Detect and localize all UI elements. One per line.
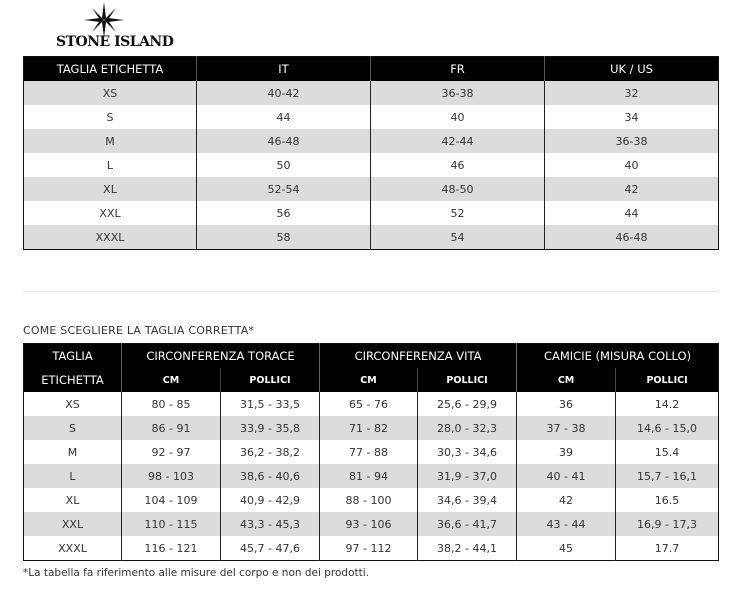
- footnote: *La tabella fa riferimento alle misure del corpo e non dei prodotti.: [23, 567, 370, 579]
- table-cell: 54: [371, 225, 545, 250]
- table-cell: 110 - 115: [122, 512, 221, 536]
- table-cell: 65 - 76: [320, 392, 418, 416]
- table-cell: 52-54: [197, 177, 371, 201]
- table-cell: 14.2: [616, 392, 719, 416]
- table-cell: 46-48: [545, 225, 719, 250]
- table-row: [24, 392, 719, 416]
- table-cell: XS: [24, 81, 197, 105]
- table-cell: 38,6 - 40,6: [221, 464, 320, 488]
- table-cell: 34,6 - 39,4: [418, 488, 517, 512]
- body-measurements-table: [23, 343, 719, 561]
- table-cell: 32: [545, 81, 719, 105]
- table-cell: 38,2 - 44,1: [418, 536, 517, 561]
- unit-header: CM: [122, 368, 221, 392]
- table-row: [24, 416, 719, 440]
- table-row: [24, 488, 719, 512]
- collar-header: CAMICIE (MISURA COLLO): [517, 344, 719, 369]
- table-cell: 16,9 - 17,3: [616, 512, 719, 536]
- table-cell: M: [24, 129, 197, 153]
- table-row: [24, 225, 719, 250]
- table-cell: 36,6 - 41,7: [418, 512, 517, 536]
- table-row: [24, 129, 719, 153]
- column-header: TAGLIA ETICHETTA: [24, 57, 197, 82]
- table-cell: 37 - 38: [517, 416, 616, 440]
- table-cell: 17.7: [616, 536, 719, 561]
- table-cell: 43,3 - 45,3: [221, 512, 320, 536]
- column-header: FR: [371, 57, 545, 82]
- table-cell: 58: [197, 225, 371, 250]
- table-cell: 45: [517, 536, 616, 561]
- table-row: [24, 536, 719, 561]
- table-cell: XL: [65, 493, 80, 507]
- table-cell: 42: [545, 177, 719, 201]
- column-header: IT: [197, 57, 371, 82]
- table-cell: 93 - 106: [320, 512, 418, 536]
- table-cell: 39: [517, 440, 616, 464]
- table-cell: 34: [545, 105, 719, 129]
- table-cell: 36-38: [545, 129, 719, 153]
- table-cell: 44: [545, 201, 719, 225]
- table-cell: 45,7 - 47,6: [221, 536, 320, 561]
- table-cell: 30,3 - 34,6: [418, 440, 517, 464]
- table-cell: 56: [197, 201, 371, 225]
- table-cell: 40: [545, 153, 719, 177]
- table-cell: 25,6 - 29,9: [418, 392, 517, 416]
- table-cell: 97 - 112: [320, 536, 418, 561]
- table-cell: 98 - 103: [122, 464, 221, 488]
- size-label-header: TAGLIA: [24, 344, 122, 369]
- unit-header: CM: [320, 368, 418, 392]
- table-cell: XXL: [99, 206, 121, 220]
- table-cell: L: [24, 464, 122, 488]
- unit-header: CM: [517, 368, 616, 392]
- table-cell: 52: [371, 201, 545, 225]
- unit-header: POLLICI: [221, 368, 320, 392]
- table-cell: 50: [197, 153, 371, 177]
- column-header: UK / US: [545, 57, 719, 82]
- table-cell: 36,2 - 38,2: [221, 440, 320, 464]
- table-cell: 42: [517, 488, 616, 512]
- brand-logo: [56, 2, 174, 52]
- table-cell: 71 - 82: [320, 416, 418, 440]
- table-cell: 92 - 97: [122, 440, 221, 464]
- table-cell: S: [24, 416, 122, 440]
- table-row: [24, 464, 719, 488]
- chest-header: CIRCONFERENZA TORACE: [122, 344, 320, 369]
- size-conversion-table: [23, 56, 719, 250]
- table-cell: XXL: [24, 512, 122, 536]
- table-cell: 15,7 - 16,1: [616, 464, 719, 488]
- table-cell: 40,9 - 42,9: [221, 488, 320, 512]
- table-cell: 104 - 109: [122, 488, 221, 512]
- table-cell: 14,6 - 15,0: [616, 416, 719, 440]
- table-cell: 42-44: [371, 129, 545, 153]
- table-cell: 28,0 - 32,3: [418, 416, 517, 440]
- size-label-header: ETICHETTA: [24, 368, 122, 392]
- table-cell: 36: [517, 392, 616, 416]
- table-header-row: [24, 57, 719, 82]
- table-cell: 80 - 85: [122, 392, 221, 416]
- table-cell: XXXL: [58, 541, 87, 555]
- table-cell: 40-42: [197, 81, 371, 105]
- table-cell: 31,5 - 33,5: [221, 392, 320, 416]
- table-cell: 43 - 44: [517, 512, 616, 536]
- unit-header: POLLICI: [418, 368, 517, 392]
- table-header-row: [24, 344, 719, 369]
- table-cell: XS: [65, 397, 80, 411]
- table-cell: 48-50: [371, 177, 545, 201]
- table-row: [24, 177, 719, 201]
- table-cell: 33,9 - 35,8: [221, 416, 320, 440]
- table-cell: 86 - 91: [122, 416, 221, 440]
- table-cell: 15.4: [616, 440, 719, 464]
- waist-header: CIRCONFERENZA VITA: [320, 344, 517, 369]
- brand-name: STONE ISLAND: [56, 34, 174, 50]
- table-cell: 16.5: [616, 488, 719, 512]
- table-row: [24, 81, 719, 105]
- table-cell: S: [106, 110, 114, 124]
- table-cell: 46-48: [197, 129, 371, 153]
- table-cell: 81 - 94: [320, 464, 418, 488]
- table-cell: 36-38: [371, 81, 545, 105]
- table-row: [24, 440, 719, 464]
- table-cell: M: [67, 445, 78, 459]
- table-cell: L: [106, 158, 114, 172]
- table-cell: XL: [24, 177, 197, 201]
- unit-header: POLLICI: [616, 368, 719, 392]
- table-cell: 40: [371, 105, 545, 129]
- table-cell: XXXL: [24, 225, 197, 250]
- table-row: [24, 512, 719, 536]
- table-cell: 116 - 121: [122, 536, 221, 561]
- table-cell: 44: [197, 105, 371, 129]
- table-cell: 31,9 - 37,0: [418, 464, 517, 488]
- table-subheader-row: [24, 368, 719, 392]
- table-row: [24, 201, 719, 225]
- table-row: [24, 105, 719, 129]
- table-cell: 77 - 88: [320, 440, 418, 464]
- table-cell: 88 - 100: [320, 488, 418, 512]
- table-row: [24, 153, 719, 177]
- compass-rose-icon: [84, 2, 124, 38]
- table-cell: 46: [371, 153, 545, 177]
- section-divider: [23, 291, 718, 292]
- section-caption: COME SCEGLIERE LA TAGLIA CORRETTA*: [23, 324, 255, 337]
- table-cell: 40 - 41: [517, 464, 616, 488]
